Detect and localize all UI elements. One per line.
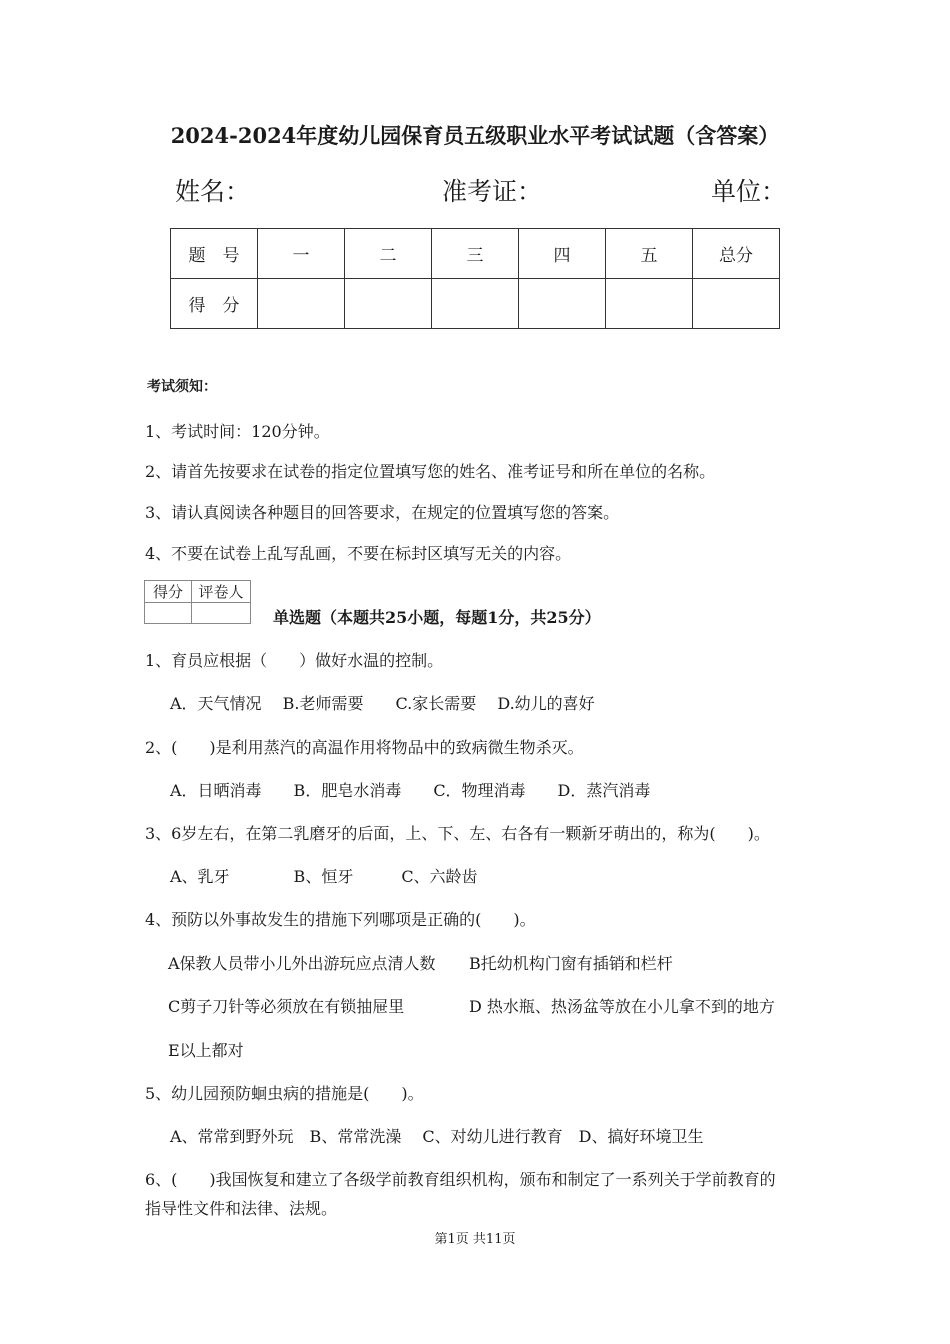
- notice-title: 考试须知：: [147, 379, 217, 395]
- grader-name-label: 评卷人: [192, 581, 251, 603]
- notice-item: 4、不要在试卷上乱写乱画，不要在标封区填写无关的内容。: [145, 544, 572, 563]
- score-cell: [519, 279, 606, 329]
- score-cell: [432, 279, 519, 329]
- page-footer: 第1页 共11页: [434, 1232, 516, 1247]
- score-cell: [345, 279, 432, 329]
- question-option-e: E以上都对: [168, 1041, 244, 1060]
- question-options: A．天气情况 B.老师需要 C.家长需要 D.幼儿的喜好: [170, 694, 595, 713]
- question-option-b: B托幼机构门窗有插销和栏杆: [469, 954, 673, 973]
- score-cell: 三: [432, 229, 519, 279]
- question-stem-continued: 指导性文件和法律、法规。: [145, 1199, 338, 1218]
- score-cell: 一: [258, 229, 345, 279]
- score-table-score-row: [171, 279, 780, 329]
- question-options: A、常常到野外玩 B、常常洗澡 C、对幼儿进行教育 D、搞好环境卫生: [170, 1127, 704, 1146]
- question-stem: 1、育员应根据（ ）做好水温的控制。: [145, 651, 444, 670]
- section-title: 单选题（本题共25小题，每题1分，共25分）: [273, 608, 601, 627]
- score-cell: 得 分: [171, 279, 258, 329]
- score-table-header-row: [171, 229, 780, 279]
- grader-score-cell: [145, 603, 192, 624]
- exam-id-field-label: 准考证：: [442, 177, 543, 206]
- question-option-a: A保教人员带小儿外出游玩应点清人数: [168, 954, 436, 973]
- question-stem: 4、预防以外事故发生的措施下列哪项是正确的( )。: [145, 910, 536, 929]
- question-option-c: C剪子刀针等必须放在有锁抽屉里: [168, 997, 405, 1016]
- score-cell: 四: [519, 229, 606, 279]
- question-stem: 5、幼儿园预防蛔虫病的措施是( )。: [145, 1084, 424, 1103]
- notice-item: 2、请首先按要求在试卷的指定位置填写您的姓名、准考证号和所在单位的名称。: [145, 462, 716, 481]
- score-cell: [693, 279, 780, 329]
- notice-item: 3、请认真阅读各种题目的回答要求，在规定的位置填写您的答案。: [145, 503, 620, 522]
- name-field-label: 姓名：: [175, 177, 251, 206]
- notice-item: 1、考试时间：120分钟。: [145, 422, 330, 441]
- unit-field-label: 单位：: [711, 177, 787, 206]
- document-title: 2024-2024年度幼儿园保育员五级职业水平考试试题（含答案）: [170, 123, 780, 148]
- score-cell: [606, 279, 693, 329]
- score-cell: 五: [606, 229, 693, 279]
- question-stem: 3、6岁左右，在第二乳磨牙的后面，上、下、左、右各有一颗新牙萌出的，称为( )。: [145, 824, 770, 843]
- grader-score-label: 得分: [145, 581, 192, 603]
- question-option-d: D 热水瓶、热汤盆等放在小儿拿不到的地方: [469, 997, 775, 1016]
- score-table: [170, 228, 780, 329]
- question-options: A．日晒消毒 B．肥皂水消毒 C．物理消毒 D．蒸汽消毒: [170, 781, 651, 800]
- score-cell: 总分: [693, 229, 780, 279]
- grader-box: [144, 580, 251, 624]
- score-cell: 题 号: [171, 229, 258, 279]
- question-options: A、乳牙 B、恒牙 C、六龄齿: [170, 867, 478, 886]
- question-stem: 6、( )我国恢复和建立了各级学前教育组织机构，颁布和制定了一系列关于学前教育的: [145, 1170, 776, 1189]
- score-cell: [258, 279, 345, 329]
- grader-name-cell: [192, 603, 251, 624]
- question-stem: 2、( )是利用蒸汽的高温作用将物品中的致病微生物杀灭。: [145, 738, 584, 757]
- score-cell: 二: [345, 229, 432, 279]
